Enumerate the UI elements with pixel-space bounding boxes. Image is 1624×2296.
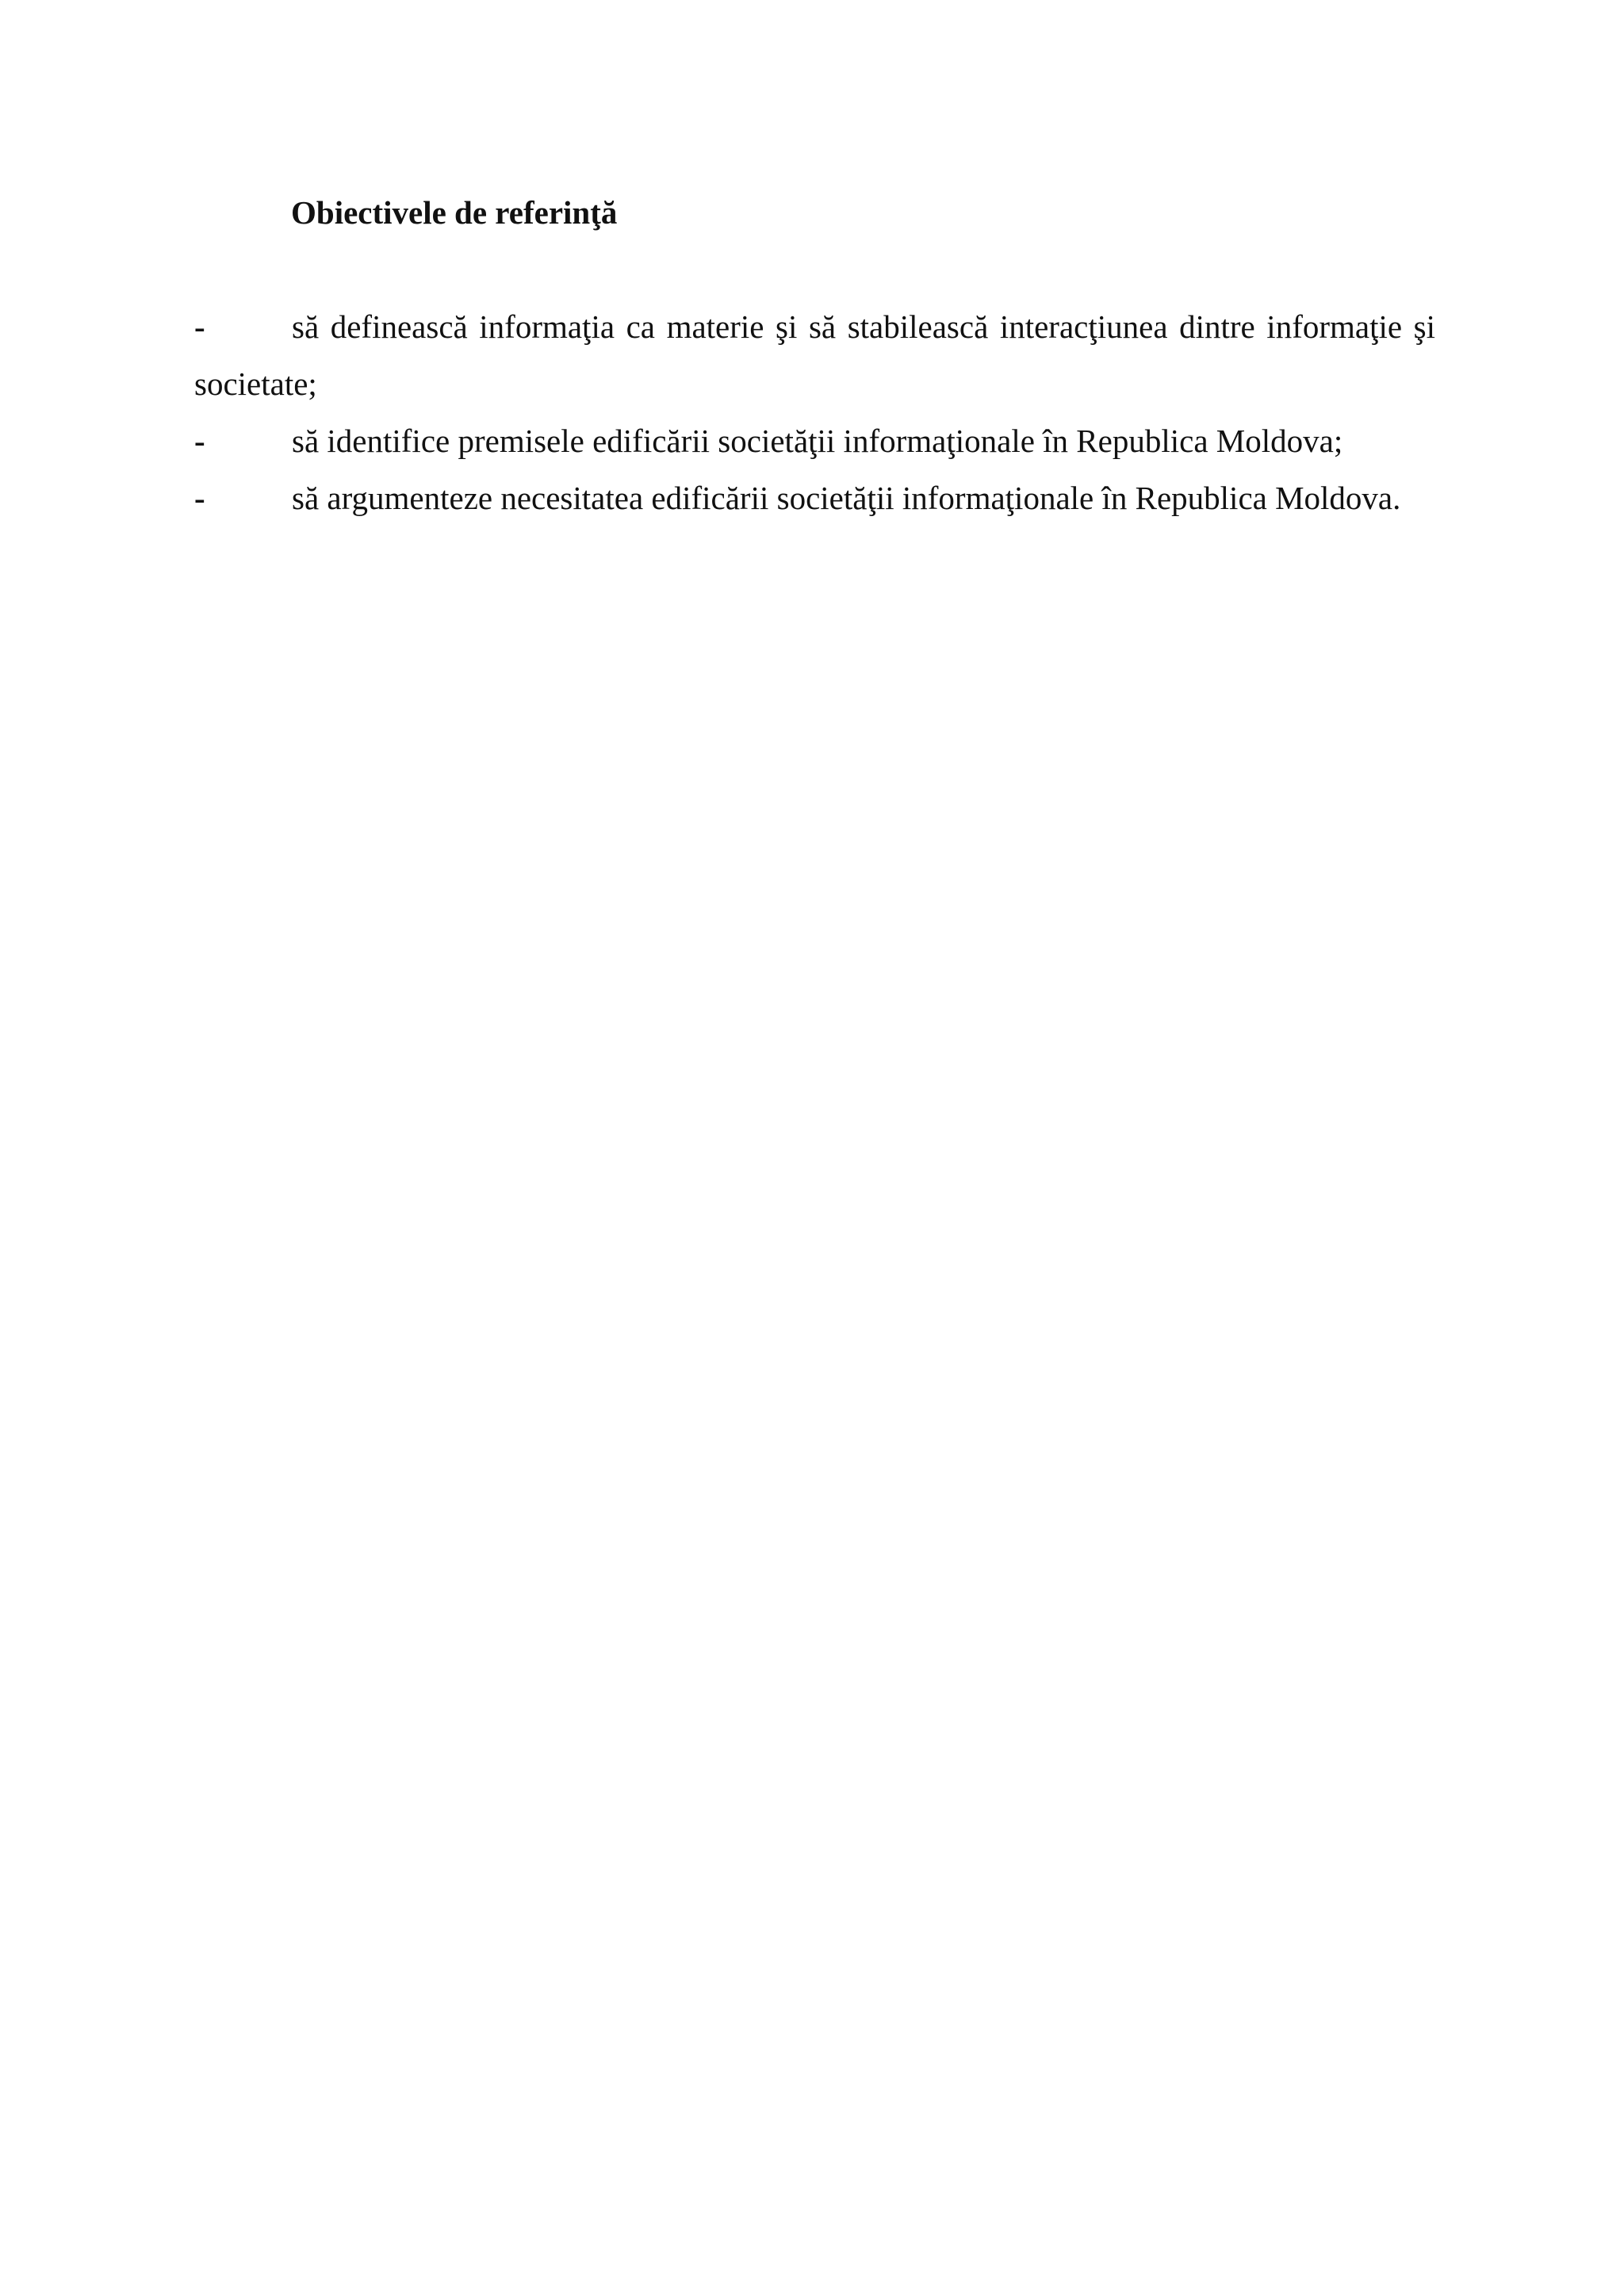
objective-text: să definească informaţia ca materie şi să stabilească interacţiunea dintre informaţie şi societate; [194, 308, 1435, 402]
section-heading: Obiectivele de referinţă [291, 194, 618, 231]
dash-bullet: - [194, 308, 205, 345]
objective-text: să argumenteze necesitatea edificării societăţii informaţionale în Republica Moldova. [292, 480, 1401, 516]
objectives-list [194, 298, 1435, 526]
list-item [194, 469, 1435, 526]
list-item [194, 298, 1435, 412]
dash-bullet: - [194, 423, 205, 459]
dash-bullet: - [194, 480, 205, 516]
objective-text: să identifice premisele edificării societăţii informaţionale în Republica Moldova; [292, 423, 1343, 459]
list-item [194, 412, 1435, 469]
